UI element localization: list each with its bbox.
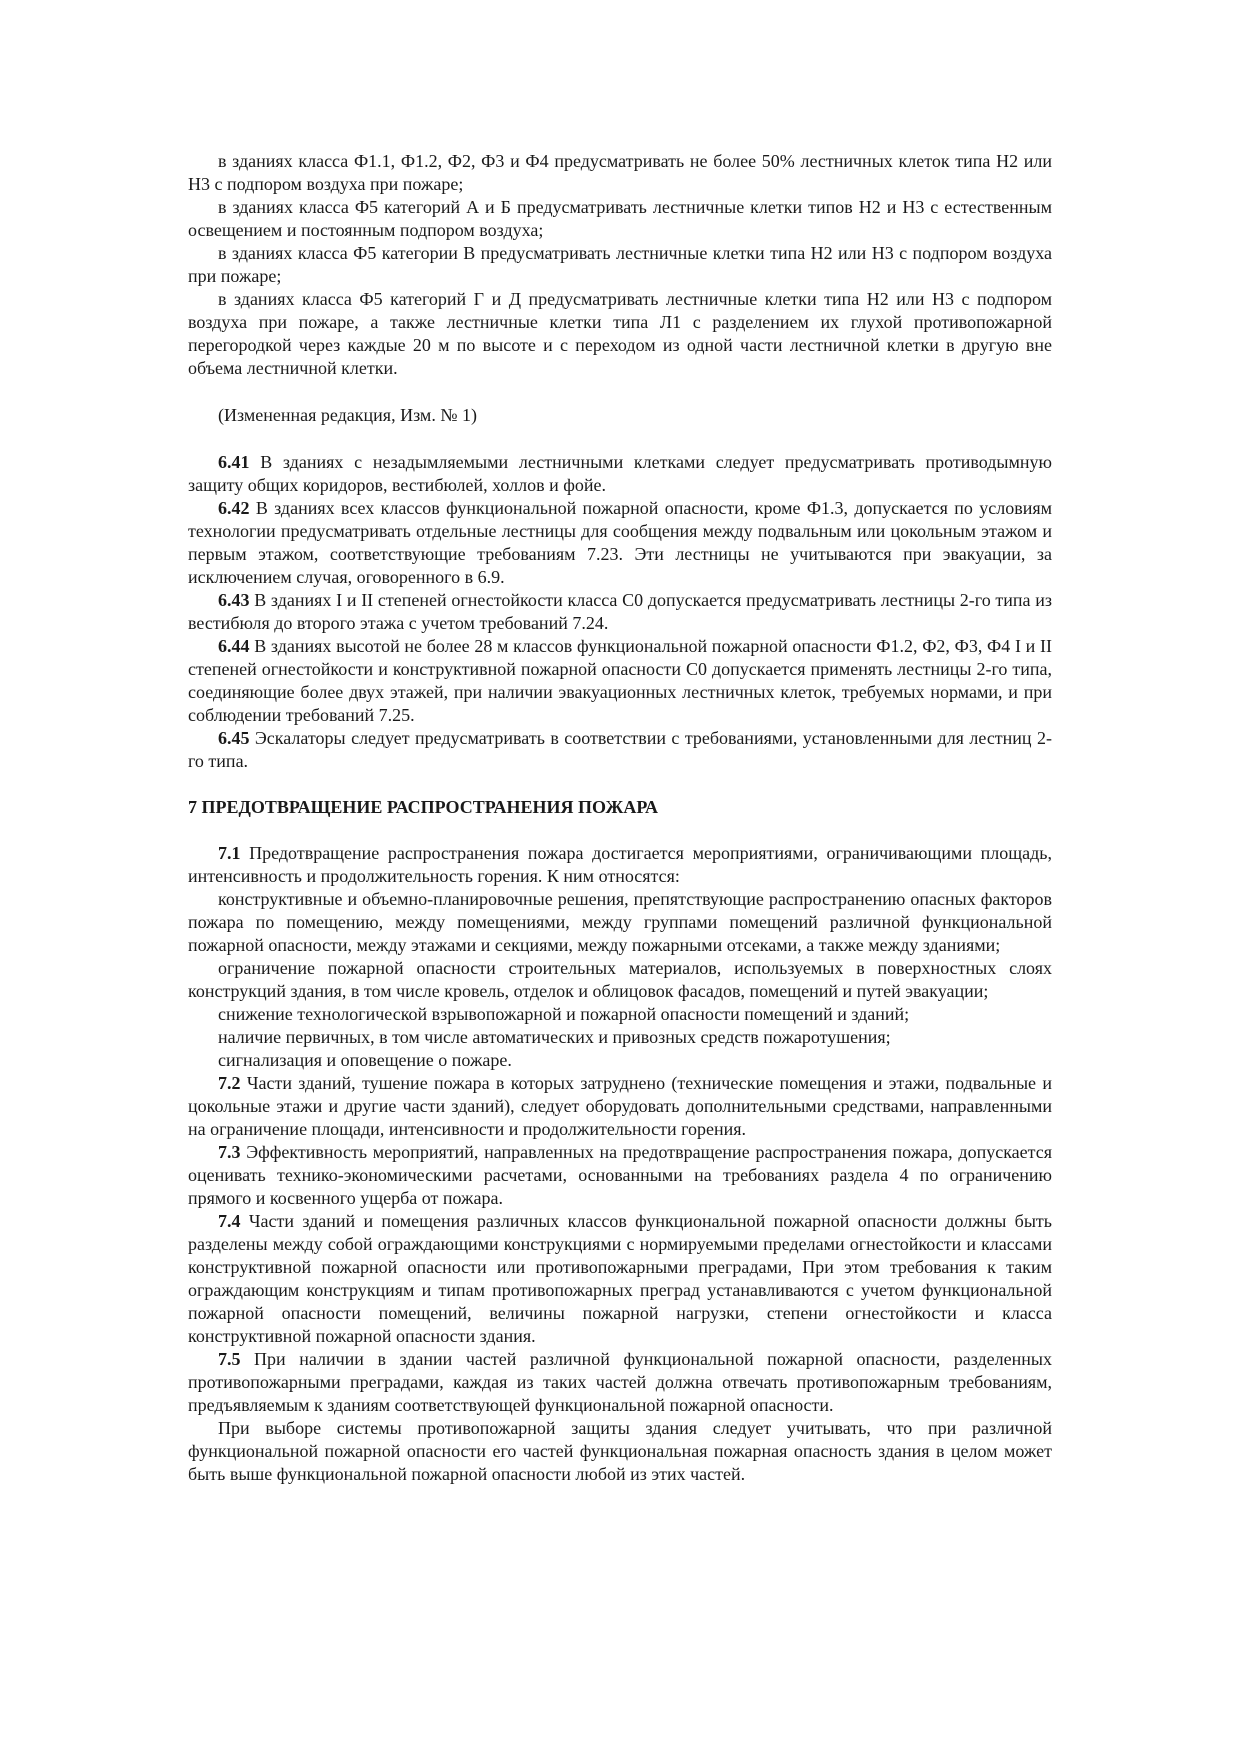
- revision-note: (Измененная редакция, Изм. № 1): [218, 405, 477, 425]
- paragraph-stair-f1-f4: в зданиях класса Ф1.1, Ф1.2, Ф2, Ф3 и Ф4 предусматривать не более 50% лестничных клеток типа Н2 или Н3 с подпором воздуха при пожаре;: [188, 151, 1052, 194]
- clause-7-1: [188, 842, 1052, 888]
- clause-number: 6.42: [218, 498, 250, 518]
- section-heading: 7 ПРЕДОТВРАЩЕНИЕ РАСПРОСТРАНЕНИЯ ПОЖАРА: [188, 797, 659, 817]
- list-item: снижение технологической взрывопожарной и пожарной опасности помещений и зданий;: [218, 1004, 910, 1024]
- clause-6-41: [188, 451, 1052, 497]
- clause-number: 6.43: [218, 590, 250, 610]
- clause-7-4: [188, 1210, 1052, 1348]
- clause-text: Части зданий, тушение пожара в которых затруднено (технические помещения и этажи, подвальные и цокольные этажи и другие части зданий), следует оборудовать дополнительными средствами, направленными на ограничение площади, интенсивности и продолжительности горения.: [188, 1073, 1052, 1139]
- clause-number: 7.5: [218, 1349, 241, 1369]
- list-item: конструктивные и объемно-планировочные решения, препятствующие распространению опасных факторов пожара по помещению, между помещениями, между группами помещений различной функциональной пожарной опасности, между этажами и секциями, между пожарными отсеками, а также между зданиями;: [188, 889, 1052, 955]
- clause-6-42: [188, 497, 1052, 589]
- clause-text: В зданиях всех классов функциональной пожарной опасности, кроме Ф1.3, допускается по условиям технологии предусматривать отдельные лестницы для сообщения между подвальным или цокольным этажом и первым этажом, соответствующие требованиям 7.23. Эти лестницы не учитываются при эвакуации, за исключением случая, оговоренного в 6.9.: [188, 498, 1052, 587]
- clause-7-3: [188, 1141, 1052, 1210]
- clause-number: 7.2: [218, 1073, 241, 1093]
- list-item: ограничение пожарной опасности строительных материалов, используемых в поверхностных слоях конструкций здания, в том числе кровель, отделок и облицовок фасадов, помещений и путей эвакуации;: [188, 958, 1052, 1001]
- clause-number: 7.3: [218, 1142, 241, 1162]
- clause-text: При наличии в здании частей различной функциональной пожарной опасности, разделенных противопожарными преградами, каждая из таких частей должна отвечать противопожарным требованиям, предъявляемым к зданиям соответствующей функциональной пожарной опасности.: [188, 1349, 1052, 1415]
- list-item: сигнализация и оповещение о пожаре.: [218, 1050, 512, 1070]
- clause-number: 7.4: [218, 1211, 241, 1231]
- clause-7-2: [188, 1072, 1052, 1141]
- clause-text: В зданиях I и II степеней огнестойкости класса С0 допускается предусматривать лестницы 2-го типа из вестибюля до второго этажа с учетом требований 7.24.: [188, 590, 1052, 633]
- clause-number: 6.41: [218, 452, 250, 472]
- clause-text: Части зданий и помещения различных классов функциональной пожарной опасности должны быть разделены между собой ограждающими конструкциями с нормируемыми пределами огнестойкости и классами конструктивной пожарной опасности или противопожарными преградами, При этом требования к таким ограждающим конструкциям и типам противопожарных преград устанавливаются с учетом функциональной пожарной опасности помещений, величины пожарной нагрузки, степени огнестойкости и класса конструктивной пожарной опасности здания.: [188, 1211, 1052, 1346]
- clause-6-45: [188, 727, 1052, 773]
- clause-text: Эскалаторы следует предусматривать в соответствии с требованиями, установленными для лестниц 2-го типа.: [188, 728, 1052, 771]
- clause-text: В зданиях с незадымляемыми лестничными клетками следует предусматривать противодымную защиту общих коридоров, вестибюлей, холлов и фойе.: [188, 452, 1052, 495]
- clause-number: 6.44: [218, 636, 250, 656]
- clause-number: 7.1: [218, 843, 241, 863]
- list-item: наличие первичных, в том числе автоматических и привозных средств пожаротушения;: [218, 1027, 891, 1047]
- clause-6-44: [188, 635, 1052, 727]
- final-paragraph: При выборе системы противопожарной защиты здания следует учитывать, что при различной функциональной пожарной опасности его частей функциональная пожарная опасность здания в целом может быть выше функциональной пожарной опасности любой из этих частей.: [188, 1418, 1052, 1484]
- clause-text: В зданиях высотой не более 28 м классов функциональной пожарной опасности Ф1.2, Ф2, Ф3, Ф4 I и II степеней огнестойкости и конструктивной пожарной опасности С0 допускается применять лестницы 2-го типа, соединяющие более двух этажей, при наличии эвакуационных лестничных клеток, требуемых нормами, и при соблюдении требований 7.25.: [188, 636, 1052, 725]
- clause-text: Предотвращение распространения пожара достигается мероприятиями, ограничивающими площадь, интенсивность и продолжительность горения. К ним относятся:: [188, 843, 1052, 886]
- paragraph-stair-f5-gd: в зданиях класса Ф5 категорий Г и Д предусматривать лестничные клетки типа Н2 или Н3 с подпором воздуха при пожаре, а также лестничные клетки типа Л1 с разделением их глухой противопожарной перегородкой через каждые 20 м по высоте и с переходом из одной части лестничной клетки в другую вне объема лестничной клетки.: [188, 289, 1052, 378]
- document-body: [188, 150, 1052, 1486]
- clause-text: Эффективность мероприятий, направленных на предотвращение распространения пожара, допускается оценивать технико-экономическими расчетами, основанными на требованиях раздела 4 по ограничению прямого и косвенного ущерба от пожара.: [188, 1142, 1052, 1208]
- paragraph-stair-f5-v: в зданиях класса Ф5 категории В предусматривать лестничные клетки типа Н2 или Н3 с подпором воздуха при пожаре;: [188, 243, 1052, 286]
- clause-number: 6.45: [218, 728, 250, 748]
- paragraph-stair-f5-ab: в зданиях класса Ф5 категорий А и Б предусматривать лестничные клетки типов Н2 и Н3 с естественным освещением и постоянным подпором воздуха;: [188, 197, 1052, 240]
- clause-6-43: [188, 589, 1052, 635]
- clause-7-5: [188, 1348, 1052, 1417]
